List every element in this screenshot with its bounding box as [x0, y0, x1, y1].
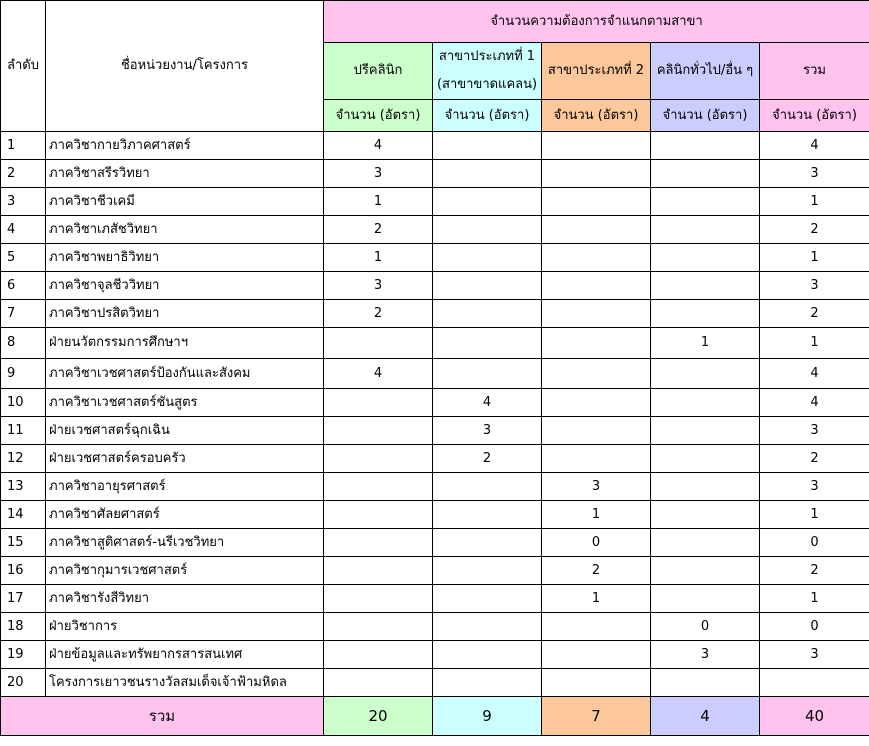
row-index: 9 [1, 359, 46, 389]
row-index: 4 [1, 216, 46, 244]
cell-general [651, 132, 760, 160]
cell-type2: 3 [542, 473, 651, 501]
row-index: 10 [1, 389, 46, 417]
cell-preclinic [324, 389, 433, 417]
cell-total: 3 [760, 272, 869, 300]
cell-type1 [433, 641, 542, 669]
row-index: 18 [1, 613, 46, 641]
cell-general [651, 669, 760, 697]
cell-type1 [433, 328, 542, 359]
cell-type1 [433, 669, 542, 697]
header-group-title: จำนวนความต้องการจำแนกตามสาขา [324, 1, 869, 43]
cell-type1 [433, 300, 542, 328]
cell-general [651, 359, 760, 389]
header-unit-name: ชื่อหน่วยงาน/โครงการ [46, 1, 324, 132]
cell-preclinic [324, 445, 433, 473]
row-index: 11 [1, 417, 46, 445]
branch-label: รวม [803, 63, 826, 79]
row-unit-name: ภาควิชารังสีวิทยา [46, 585, 324, 613]
cell-general: 1 [651, 328, 760, 359]
cell-preclinic [324, 557, 433, 585]
cell-type1 [433, 188, 542, 216]
cell-preclinic [324, 669, 433, 697]
cell-total: 1 [760, 328, 869, 359]
total-preclinic: 20 [324, 697, 433, 736]
table-row [1, 244, 869, 272]
cell-preclinic: 3 [324, 272, 433, 300]
table-row [1, 389, 869, 417]
header-branch-type2 [542, 43, 651, 100]
cell-total: 3 [760, 473, 869, 501]
row-unit-name: ภาควิชาอายุรศาสตร์ [46, 473, 324, 501]
row-index: 19 [1, 641, 46, 669]
table-row [1, 272, 869, 300]
row-index: 15 [1, 529, 46, 557]
header-index: ลำดับ [1, 1, 46, 132]
row-unit-name: ภาควิชาเวชศาสตร์ป้องกันและสังคม [46, 359, 324, 389]
cell-general [651, 216, 760, 244]
table-row [1, 300, 869, 328]
cell-type1 [433, 216, 542, 244]
cell-general [651, 300, 760, 328]
cell-preclinic [324, 501, 433, 529]
cell-preclinic: 1 [324, 188, 433, 216]
cell-type2 [542, 188, 651, 216]
cell-total: 0 [760, 613, 869, 641]
cell-total: 3 [760, 641, 869, 669]
row-unit-name: ภาควิชากายวิภาคศาสตร์ [46, 132, 324, 160]
total-type2: 7 [542, 697, 651, 736]
cell-type2: 1 [542, 501, 651, 529]
row-unit-name: ภาควิชาสรีรวิทยา [46, 160, 324, 188]
cell-general [651, 417, 760, 445]
cell-total: 4 [760, 359, 869, 389]
row-index: 6 [1, 272, 46, 300]
cell-total: 4 [760, 389, 869, 417]
table-row [1, 669, 869, 697]
cell-type1 [433, 160, 542, 188]
cell-type2 [542, 359, 651, 389]
row-unit-name: ภาควิชาปรสิตวิทยา [46, 300, 324, 328]
cell-total: 4 [760, 132, 869, 160]
cell-preclinic [324, 473, 433, 501]
total-label: รวม [1, 697, 324, 736]
cell-type2 [542, 132, 651, 160]
row-index: 3 [1, 188, 46, 216]
cell-preclinic: 2 [324, 216, 433, 244]
branch-label: สาขาประเภทที่ 1 [438, 49, 536, 64]
cell-type2 [542, 160, 651, 188]
cell-preclinic [324, 328, 433, 359]
cell-preclinic [324, 585, 433, 613]
cell-total: 0 [760, 529, 869, 557]
cell-type2 [542, 389, 651, 417]
cell-total: 3 [760, 417, 869, 445]
header-sub-general: จำนวน (อัตรา) [651, 100, 760, 132]
header-sub-preclinic: จำนวน (อัตรา) [324, 100, 433, 132]
table-row [1, 216, 869, 244]
cell-type1 [433, 132, 542, 160]
cell-type1 [433, 272, 542, 300]
cell-preclinic: 2 [324, 300, 433, 328]
branch-sublabel: (สาขาขาดแคลน) [436, 77, 538, 92]
row-index: 13 [1, 473, 46, 501]
cell-preclinic [324, 529, 433, 557]
branch-label: คลินิกทั่วไป/อื่น ๆ [656, 63, 754, 79]
cell-total: 3 [760, 160, 869, 188]
table-row [1, 328, 869, 359]
row-index: 20 [1, 669, 46, 697]
row-unit-name: ฝ่ายวิชาการ [46, 613, 324, 641]
cell-type1 [433, 359, 542, 389]
row-index: 1 [1, 132, 46, 160]
cell-preclinic: 3 [324, 160, 433, 188]
cell-general [651, 188, 760, 216]
total-type1: 9 [433, 697, 542, 736]
cell-general [651, 272, 760, 300]
row-unit-name: ภาควิชาสูติศาสตร์-นรีเวชวิทยา [46, 529, 324, 557]
cell-total: 2 [760, 216, 869, 244]
cell-type2 [542, 272, 651, 300]
row-index: 17 [1, 585, 46, 613]
cell-type2 [542, 417, 651, 445]
cell-general [651, 557, 760, 585]
cell-preclinic: 1 [324, 244, 433, 272]
header-branch-general [651, 43, 760, 100]
header-branch-preclinic [324, 43, 433, 100]
row-unit-name: ฝ่ายนวัตกรรมการศึกษาฯ [46, 328, 324, 359]
row-unit-name: ภาควิชากุมารเวชศาสตร์ [46, 557, 324, 585]
cell-type1 [433, 473, 542, 501]
cell-type2 [542, 216, 651, 244]
cell-type2 [542, 669, 651, 697]
row-unit-name: ภาควิชาศัลยศาสตร์ [46, 501, 324, 529]
cell-type1 [433, 244, 542, 272]
row-index: 14 [1, 501, 46, 529]
cell-type1 [433, 529, 542, 557]
cell-type1: 3 [433, 417, 542, 445]
header-branch-type1 [433, 43, 542, 100]
cell-preclinic [324, 641, 433, 669]
cell-type2: 2 [542, 557, 651, 585]
row-index: 8 [1, 328, 46, 359]
cell-type2 [542, 613, 651, 641]
table-row [1, 359, 869, 389]
table-row [1, 613, 869, 641]
cell-general [651, 160, 760, 188]
cell-type1: 2 [433, 445, 542, 473]
table-row [1, 160, 869, 188]
cell-type2 [542, 328, 651, 359]
row-unit-name: ภาควิชาเวชศาสตร์ชันสูตร [46, 389, 324, 417]
cell-type1 [433, 585, 542, 613]
cell-type2 [542, 244, 651, 272]
cell-preclinic: 4 [324, 132, 433, 160]
row-unit-name: ฝ่ายเวชศาสตร์ครอบครัว [46, 445, 324, 473]
cell-total: 2 [760, 557, 869, 585]
total-grand: 40 [760, 697, 869, 736]
cell-general [651, 445, 760, 473]
cell-general: 0 [651, 613, 760, 641]
cell-general [651, 529, 760, 557]
cell-preclinic: 4 [324, 359, 433, 389]
cell-total: 1 [760, 244, 869, 272]
row-index: 7 [1, 300, 46, 328]
row-unit-name: ภาควิชาชีวเคมี [46, 188, 324, 216]
cell-type1 [433, 557, 542, 585]
table-row [1, 417, 869, 445]
cell-type2 [542, 641, 651, 669]
table-row [1, 445, 869, 473]
row-unit-name: ฝ่ายเวชศาสตร์ฉุกเฉิน [46, 417, 324, 445]
row-index: 12 [1, 445, 46, 473]
cell-type1 [433, 613, 542, 641]
header-sub-type1: จำนวน (อัตรา) [433, 100, 542, 132]
cell-general [651, 473, 760, 501]
cell-general [651, 585, 760, 613]
cell-type2: 1 [542, 585, 651, 613]
cell-general [651, 244, 760, 272]
total-row [1, 697, 869, 736]
cell-total: 1 [760, 188, 869, 216]
table-row [1, 188, 869, 216]
branch-label: ปรีคลินิก [353, 63, 403, 79]
total-general: 4 [651, 697, 760, 736]
header-branch-total [760, 43, 869, 100]
row-index: 16 [1, 557, 46, 585]
cell-general: 3 [651, 641, 760, 669]
branch-label: สาขาประเภทที่ 2 [547, 63, 645, 79]
cell-type2 [542, 445, 651, 473]
cell-type1: 4 [433, 389, 542, 417]
table-row [1, 585, 869, 613]
row-index: 5 [1, 244, 46, 272]
cell-general [651, 501, 760, 529]
cell-type1 [433, 501, 542, 529]
row-unit-name: โครงการเยาวชนรางวัลสมเด็จเจ้าฟ้ามหิดล [46, 669, 324, 697]
cell-type2: 0 [542, 529, 651, 557]
table-row [1, 501, 869, 529]
row-unit-name: ฝ่ายข้อมูลและทรัพยากรสารสนเทศ [46, 641, 324, 669]
cell-total: 2 [760, 445, 869, 473]
cell-preclinic [324, 417, 433, 445]
cell-total: 2 [760, 300, 869, 328]
header-sub-total: จำนวน (อัตรา) [760, 100, 869, 132]
cell-general [651, 389, 760, 417]
cell-total: 1 [760, 501, 869, 529]
row-unit-name: ภาควิชาพยาธิวิทยา [46, 244, 324, 272]
cell-type2 [542, 300, 651, 328]
table-row [1, 529, 869, 557]
row-unit-name: ภาควิชาจุลชีววิทยา [46, 272, 324, 300]
row-unit-name: ภาควิชาเภสัชวิทยา [46, 216, 324, 244]
header-sub-type2: จำนวน (อัตรา) [542, 100, 651, 132]
table-row [1, 473, 869, 501]
table-row [1, 557, 869, 585]
cell-preclinic [324, 613, 433, 641]
table-row [1, 641, 869, 669]
row-index: 2 [1, 160, 46, 188]
table-row [1, 132, 869, 160]
cell-total: 1 [760, 585, 869, 613]
cell-total [760, 669, 869, 697]
